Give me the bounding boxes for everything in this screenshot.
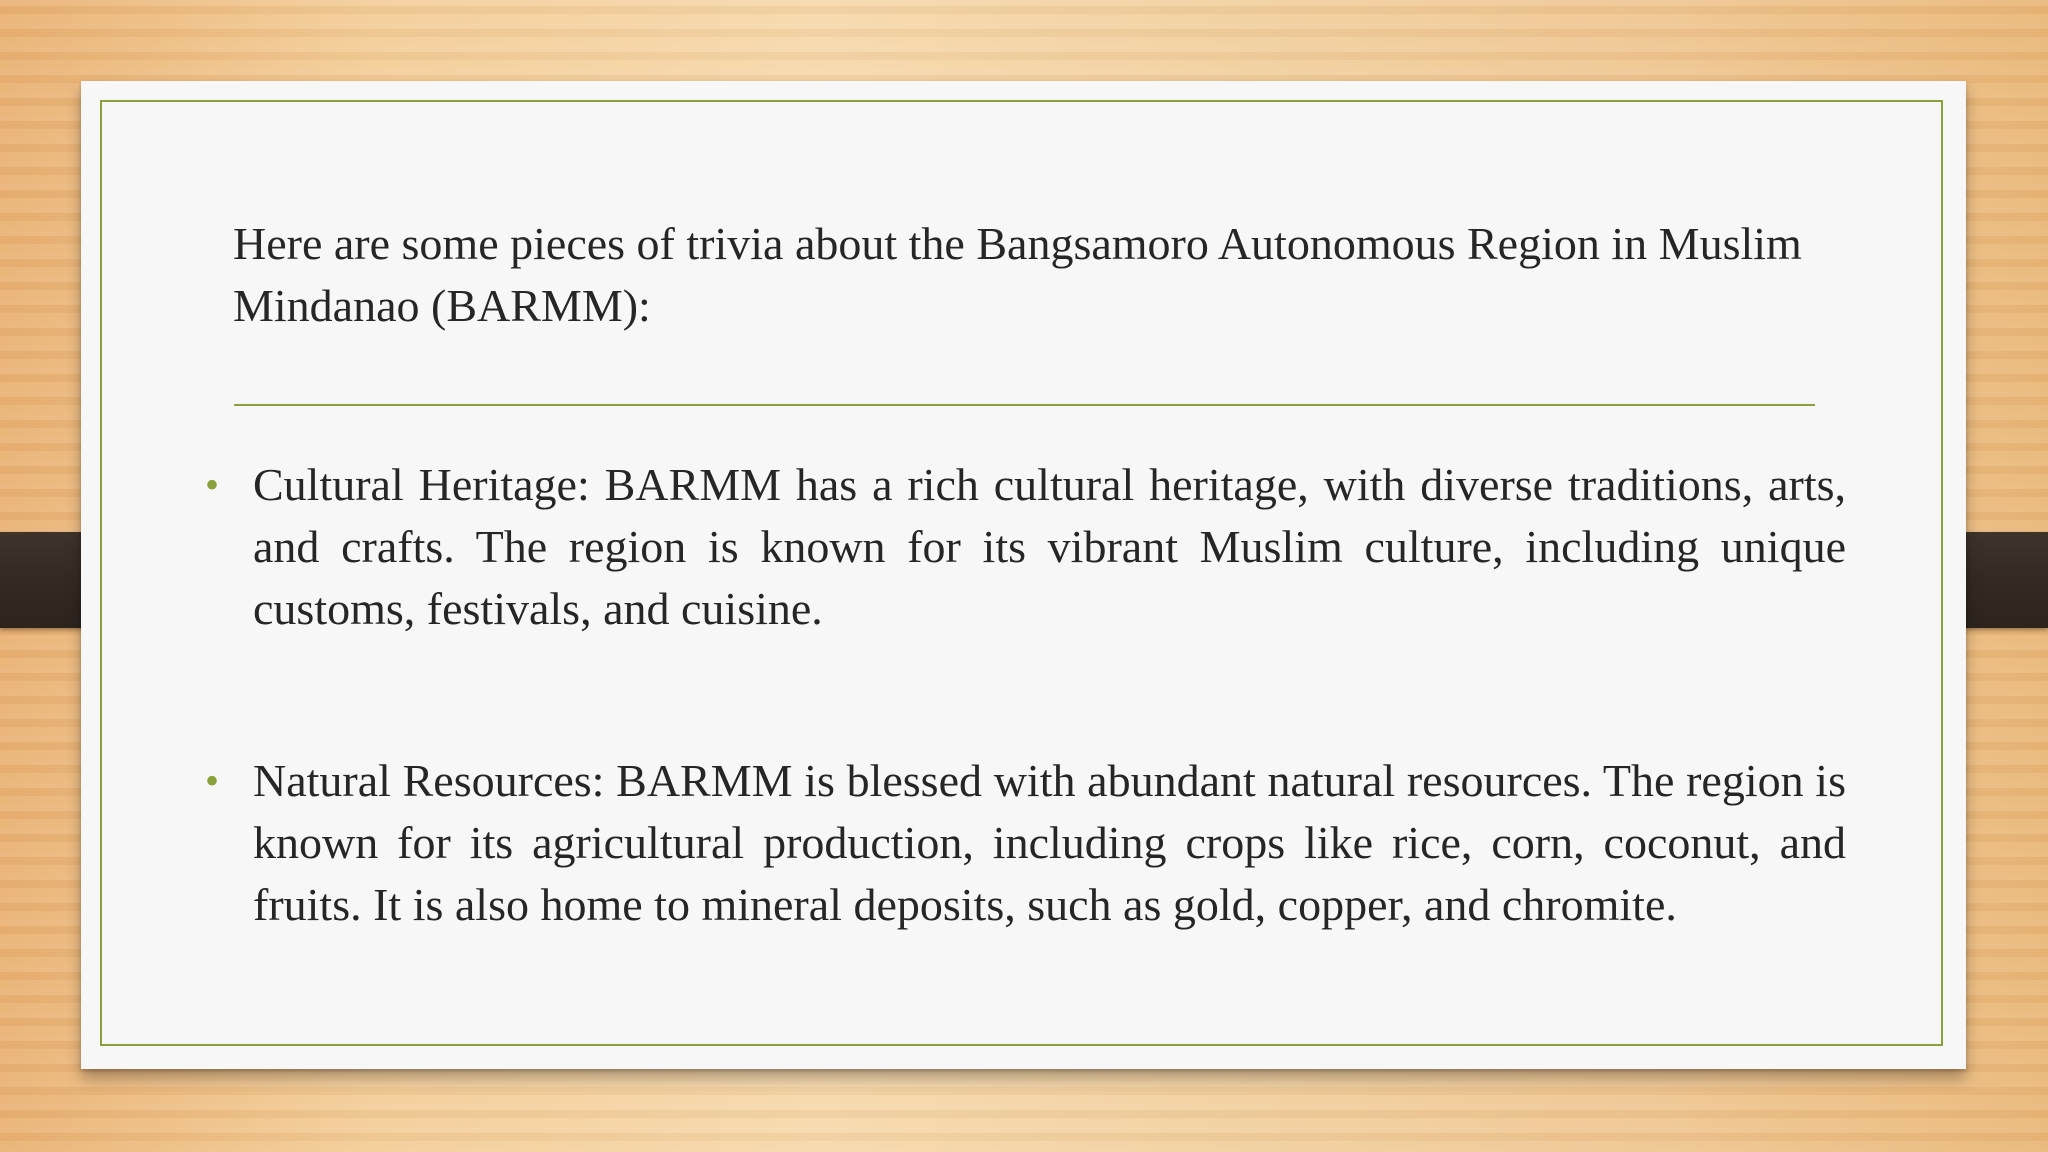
slide-intro-text: Here are some pieces of trivia about the Bangsamoro Autonomous Region in Muslim Mindanao (BARMM): [233,218,1802,331]
bullet-text: Cultural Heritage: BARMM has a rich cultural heritage, with diverse traditions, arts, and crafts. The region is known for its vibrant Muslim culture, including unique customs, festivals, and cuisine. [253,459,1846,634]
bullet-list [201,454,1846,936]
bullet-item-cultural-heritage [201,454,1846,640]
bullet-item-natural-resources [201,750,1846,936]
bullet-dot-icon: • [205,462,220,507]
slide-card [81,81,1966,1069]
divider-line [234,404,1815,406]
bullet-dot-icon: • [205,758,220,803]
bullet-text: Natural Resources: BARMM is blessed with abundant natural resources. The region is known for its agricultural production, including crops like rice, corn, coconut, and fruits. It is also home to mineral deposits, such as gold, copper, and chromite. [253,755,1846,930]
